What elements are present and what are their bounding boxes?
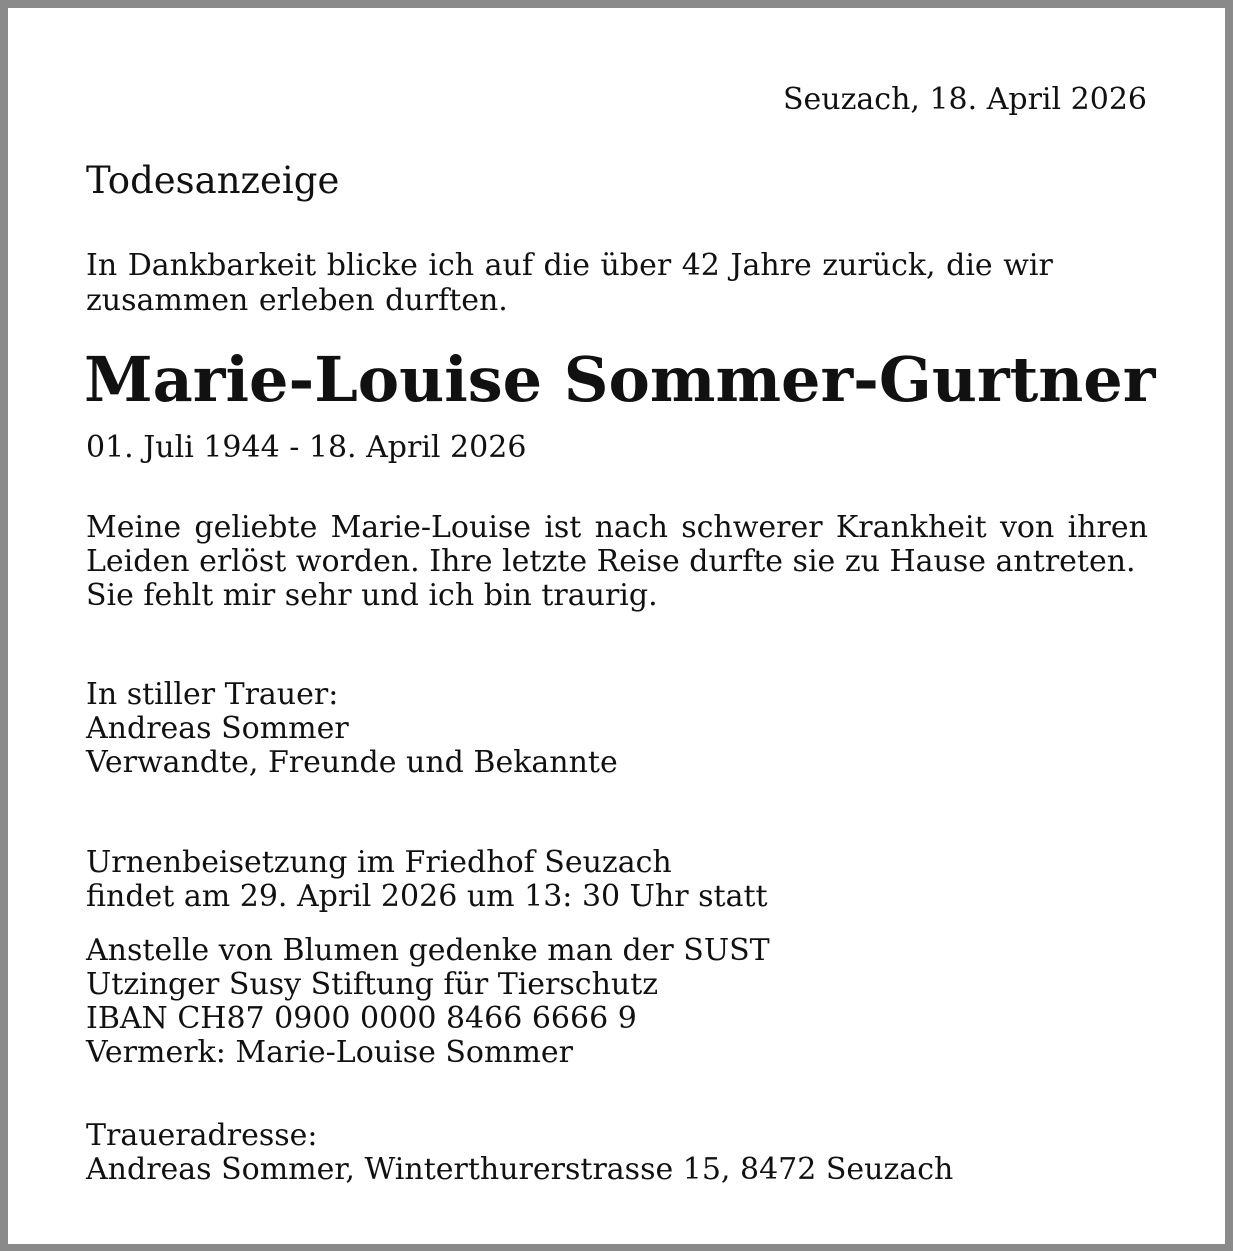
- message-line-2: Leiden erlöst worden. Ihre letzte Reise durfte sie zu Hause antreten.: [86, 544, 1136, 579]
- message-word: Krankheit: [835, 510, 987, 545]
- obituary-page: [8, 8, 1225, 1244]
- life-dates: 01. Juli 1944 - 18. April 2026: [86, 430, 527, 465]
- place-and-date: Seuzach, 18. April 2026: [782, 82, 1147, 117]
- mourner-name: Andreas Sommer: [86, 711, 349, 746]
- address-label: Traueradresse:: [86, 1118, 318, 1153]
- message-word: nach: [594, 510, 668, 545]
- message-text: [86, 511, 1148, 613]
- deceased-name: Marie-Louise Sommer-Gurtner: [84, 343, 1156, 416]
- message-word: ist: [544, 510, 582, 545]
- intro-text: In Dankbarkeit blicke ich auf die über 42 Jahre zurück, die wir zusammen erleben durften.: [86, 248, 1053, 318]
- message-word: schwerer: [681, 510, 823, 545]
- message-word: Meine: [86, 510, 182, 545]
- address-value: Andreas Sommer, Winterthurerstrasse 15, 8472 Seuzach: [86, 1152, 954, 1187]
- message-word: von: [999, 510, 1055, 545]
- notice-heading: Todesanzeige: [86, 159, 340, 202]
- donation-reference: Vermerk: Marie-Louise Sommer: [86, 1035, 573, 1070]
- donation-line-2: Utzinger Susy Stiftung für Tierschutz: [86, 967, 659, 1002]
- donation-line-1: Anstelle von Blumen gedenke man der SUST: [86, 933, 770, 968]
- burial-info: [86, 846, 768, 914]
- donation-iban: IBAN CH87 0900 0000 8466 6666 9: [86, 1001, 637, 1036]
- burial-line-2: findet am 29. April 2026 um 13: 30 Uhr statt: [86, 879, 768, 914]
- burial-line-1: Urnenbeisetzung im Friedhof Seuzach: [86, 845, 672, 880]
- message-word: ihren: [1067, 510, 1148, 545]
- message-line-3: Sie fehlt mir sehr und ich bin traurig.: [86, 578, 658, 613]
- message-word: Marie-Louise: [330, 510, 532, 545]
- mourners-label: In stiller Trauer:: [86, 677, 339, 712]
- mourning-address: [86, 1119, 953, 1187]
- message-word: geliebte: [194, 510, 318, 545]
- message-line-1: [86, 511, 1148, 545]
- mourners-block: [86, 678, 618, 780]
- mourner-name: Verwandte, Freunde und Bekannte: [86, 745, 618, 780]
- donation-info: [86, 934, 770, 1070]
